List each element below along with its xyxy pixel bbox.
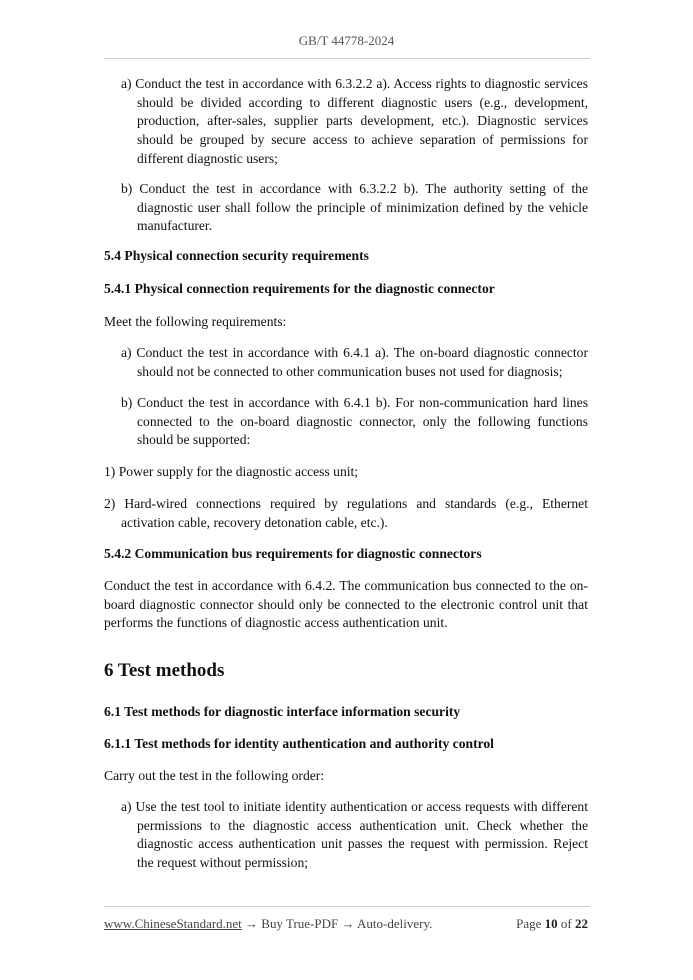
section-heading: 6.1 Test methods for diagnostic interface information security bbox=[104, 704, 461, 719]
list-item: b) Conduct the test in accordance with 6.3.2.2 b). The authority setting of the diagnostic user shall follow the principle of minimization defined by the vehicle manufacturer. bbox=[121, 181, 588, 234]
document-header: GB/T 44778-2024 bbox=[298, 33, 395, 48]
header-divider bbox=[104, 58, 590, 59]
total-pages: 22 bbox=[575, 916, 588, 931]
page-label: Page bbox=[516, 916, 542, 931]
list-item: 2) Hard-wired connections required by regulations and standards (e.g., Ethernet activation cable, recovery detonation cable, etc.). bbox=[104, 496, 588, 530]
footer-divider bbox=[104, 906, 590, 907]
list-item: a) Conduct the test in accordance with 6.4.1 a). The on-board diagnostic connector should not be connected to other communication buses not used for diagnosis; bbox=[121, 345, 588, 379]
paragraph: Carry out the test in the following order: bbox=[104, 768, 325, 783]
list-item: a) Conduct the test in accordance with 6.3.2.2 a). Access rights to diagnostic services should be divided according to different diagnostic users (e.g., development, production, after-sales, supplier parts development, etc.). Diagnostic services should be grouped by secure access to achieve separation of permissions for different diagnostic users; bbox=[121, 76, 588, 166]
section-heading: 5.4.2 Communication bus requirements for diagnostic connectors bbox=[104, 546, 482, 561]
footer-promo bbox=[104, 916, 432, 932]
of-label: of bbox=[560, 916, 572, 931]
list-item: a) Use the test tool to initiate identity authentication or access requests with different permissions to the diagnostic access authentication unit. Check whether the diagnostic access authentication unit passes the request with permission. Reject the request without permission; bbox=[121, 799, 588, 871]
page-number bbox=[516, 916, 588, 932]
website-link[interactable]: www.ChineseStandard.net bbox=[104, 916, 242, 931]
section-heading: 5.4 Physical connection security requirements bbox=[104, 248, 369, 263]
buy-text: Buy True-PDF bbox=[261, 916, 339, 931]
paragraph: Conduct the test in accordance with 6.4.2. The communication bus connected to the on-board diagnostic connector should only be connected to the electronic control unit that performs the functions of diagnostic access authentication unit. bbox=[104, 578, 588, 631]
section-heading: 5.4.1 Physical connection requirements for the diagnostic connector bbox=[104, 281, 495, 296]
list-item: 1) Power supply for the diagnostic access unit; bbox=[104, 464, 359, 479]
chapter-heading: 6 Test methods bbox=[104, 660, 225, 681]
paragraph: Meet the following requirements: bbox=[104, 314, 287, 329]
arrow-icon: → bbox=[245, 916, 259, 931]
delivery-text: Auto-delivery. bbox=[357, 916, 433, 931]
current-page: 10 bbox=[544, 916, 558, 931]
arrow-icon: → bbox=[341, 916, 355, 931]
list-item: b) Conduct the test in accordance with 6.4.1 b). For non-communication hard lines connected to the on-board diagnostic connector, only the following functions should be supported: bbox=[121, 395, 588, 448]
section-heading: 6.1.1 Test methods for identity authentication and authority control bbox=[104, 736, 494, 751]
